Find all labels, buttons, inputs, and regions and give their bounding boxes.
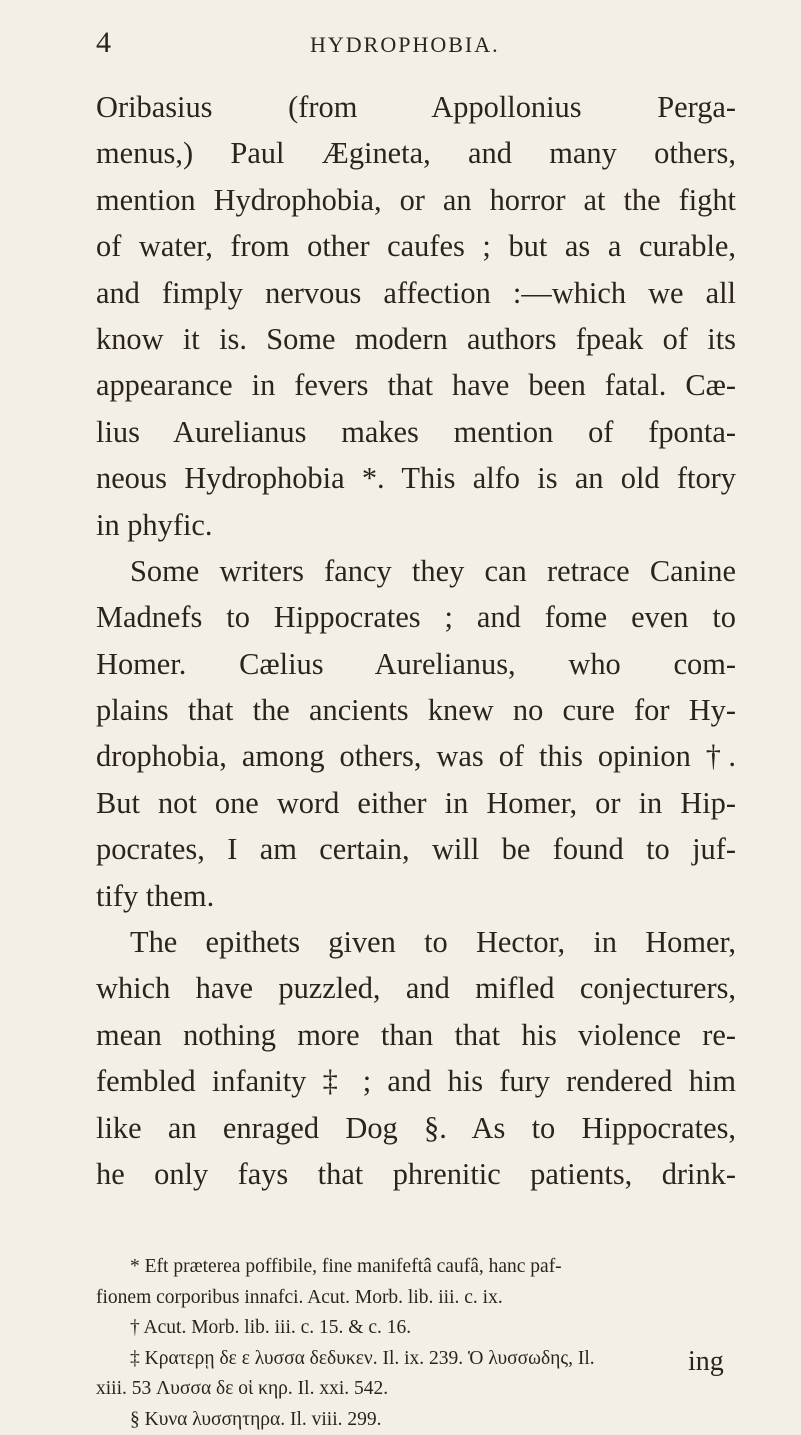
text-line: and fimply nervous affection :—which we all	[96, 270, 736, 316]
text-line: he only fays that phrenitic patients, drink-	[96, 1151, 736, 1197]
text-line: know it is. Some modern authors fpeak of its	[96, 316, 736, 362]
text-line: But not one word either in Homer, or in Hip-	[96, 780, 736, 826]
text-line: Some writers fancy they can retrace Canine	[96, 548, 736, 594]
footnote-line: fionem corporibus innafci. Acut. Morb. lib. iii. c. ix.	[96, 1283, 756, 1314]
text-line: tify them.	[96, 873, 736, 919]
text-line: pocrates, I am certain, will be found to juf-	[96, 826, 736, 872]
page-number: 4	[96, 26, 111, 60]
page-header	[96, 22, 736, 62]
text-line: neous Hydrophobia *. This alfo is an old ftory	[96, 455, 736, 501]
text-line: menus,) Paul Ægineta, and many others,	[96, 130, 736, 176]
footnote-line: ‡ Κρατερῃ δε ε λυσσα δεδυκεν. Il. ix. 239. Ὁ λυσσωδης, Il.	[96, 1344, 756, 1375]
catchword: ing	[688, 1346, 724, 1378]
footnote-line: * Eft prӕterea poffibile, fine manifeftâ caufâ, hanc paf-	[96, 1252, 756, 1283]
text-line: Homer. Cælius Aurelianus, who com-	[96, 641, 736, 687]
text-line: fembled infanity ‡ ; and his fury rendered him	[96, 1058, 736, 1104]
footnote-line: § Κυνα λυσσητηρα. Il. viii. 299.	[96, 1405, 756, 1435]
text-line: Madnefs to Hippocrates ; and fome even to	[96, 594, 736, 640]
text-line: plains that the ancients knew no cure for Hy-	[96, 687, 736, 733]
footnote-line: † Acut. Morb. lib. iii. c. 15. & c. 16.	[96, 1313, 756, 1344]
body-text	[96, 84, 736, 1197]
running-head: HYDROPHOBIA.	[310, 32, 500, 58]
text-line: appearance in fevers that have been fatal. Cæ-	[96, 362, 736, 408]
text-line: which have puzzled, and mifled conjecturers,	[96, 965, 736, 1011]
footnote-line: xiii. 53 Λυσσα δε οἱ κηρ. Il. xxi. 542.	[96, 1374, 756, 1405]
text-line: mention Hydrophobia, or an horror at the fight	[96, 177, 736, 223]
text-line: in phyfic.	[96, 502, 736, 548]
text-line: lius Aurelianus makes mention of fponta-	[96, 409, 736, 455]
text-line: Oribasius (from Appollonius Perga-	[96, 84, 736, 130]
text-line: drophobia, among others, was of this opinion †.	[96, 733, 736, 779]
text-line: The epithets given to Hector, in Homer,	[96, 919, 736, 965]
text-line: like an enraged Dog §. As to Hippocrates,	[96, 1105, 736, 1151]
footnotes	[96, 1252, 756, 1435]
text-line: mean nothing more than that his violence re-	[96, 1012, 736, 1058]
text-line: of water, from other caufes ; but as a curable,	[96, 223, 736, 269]
